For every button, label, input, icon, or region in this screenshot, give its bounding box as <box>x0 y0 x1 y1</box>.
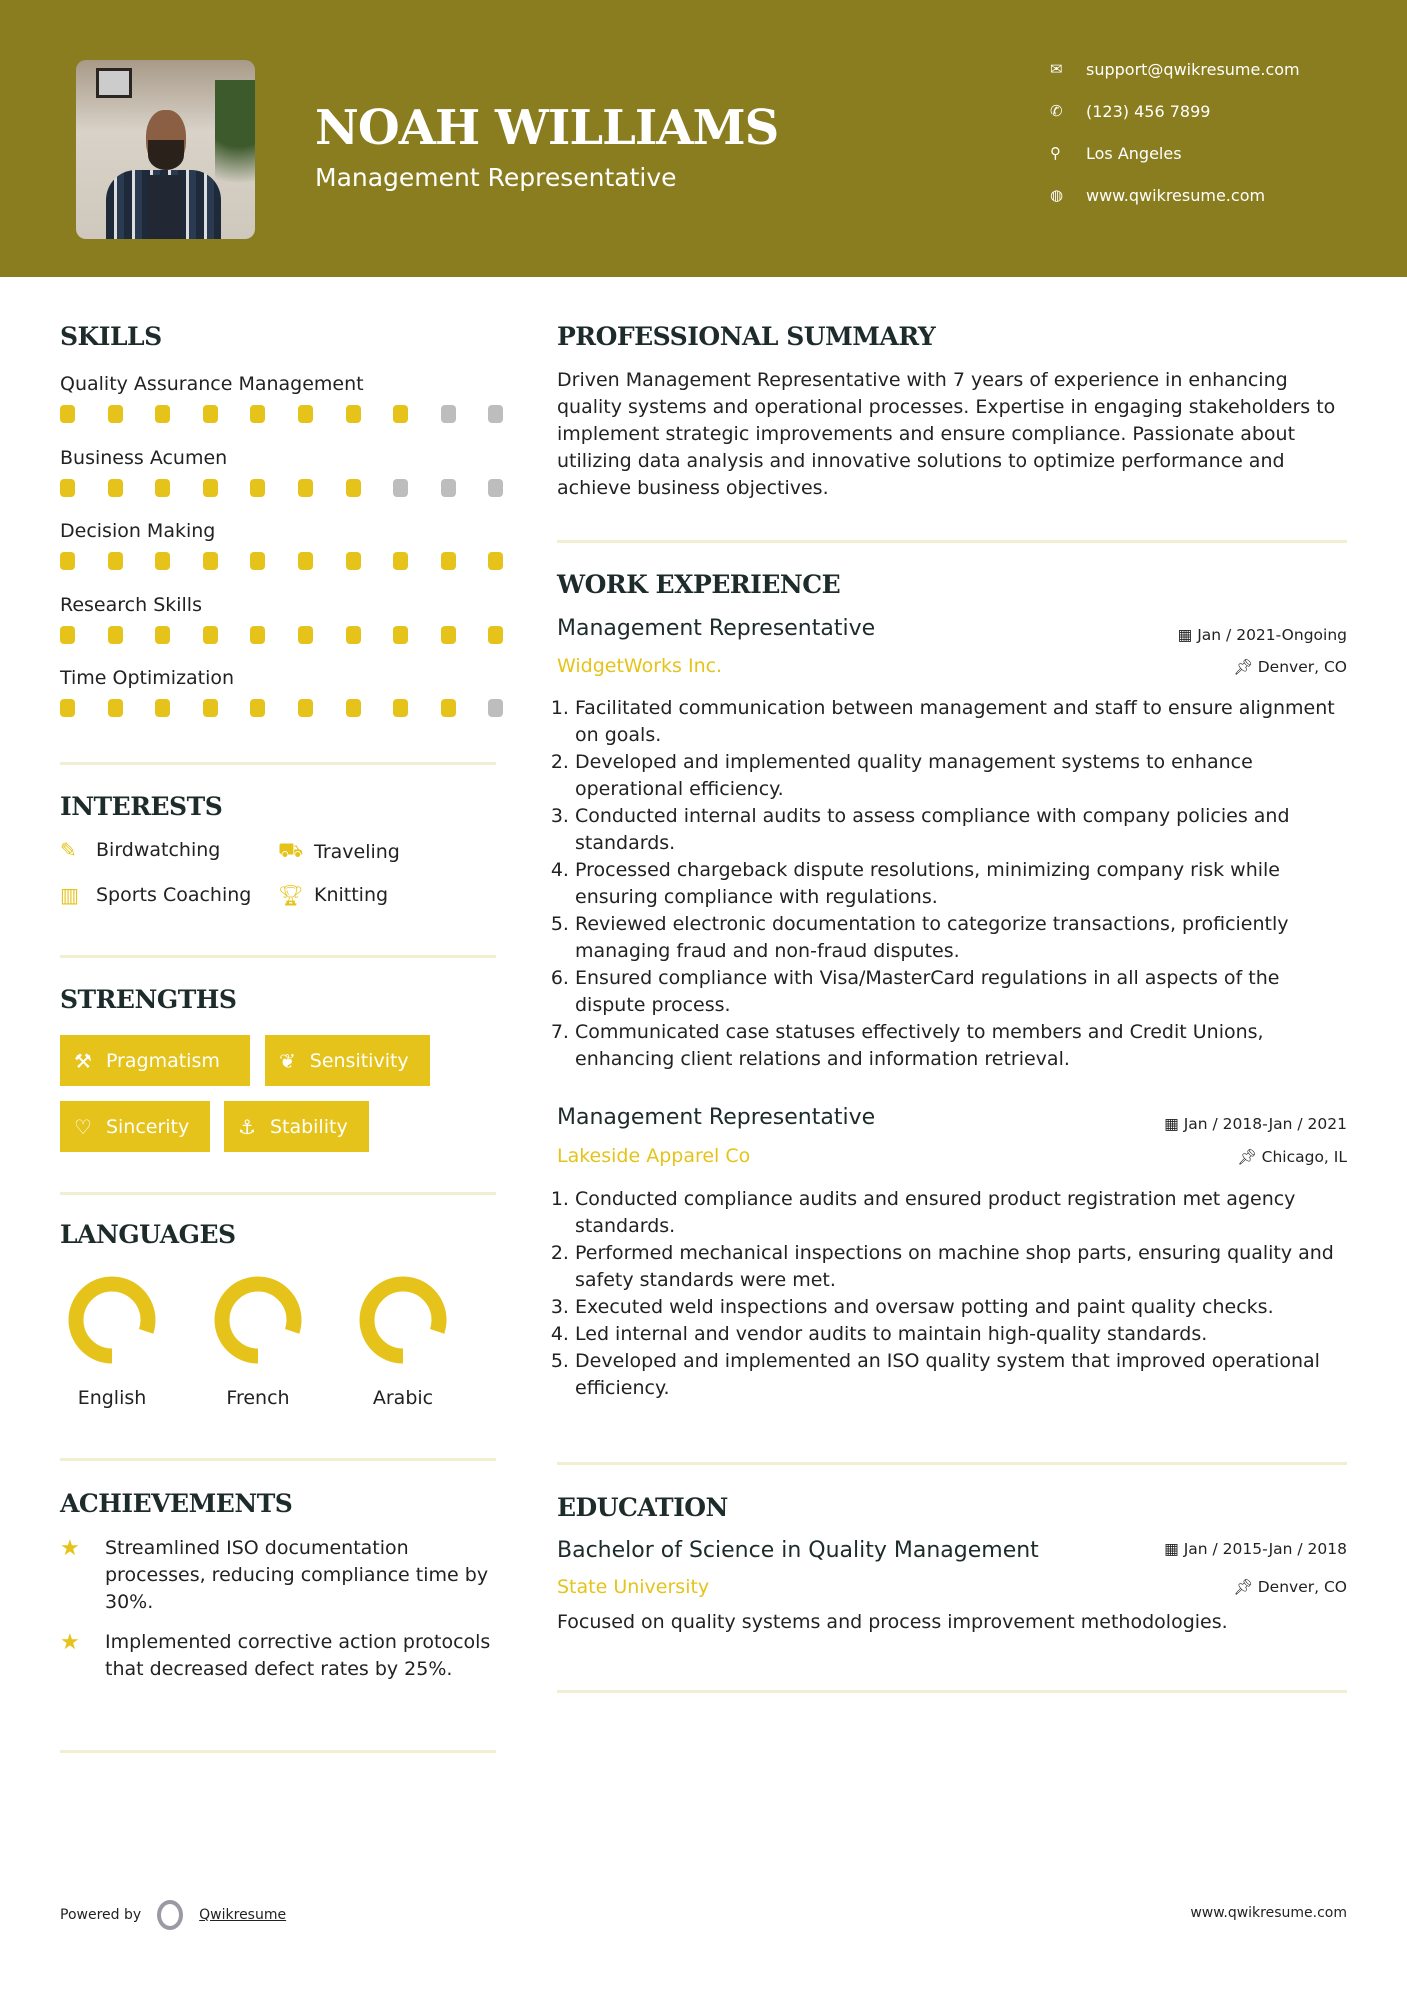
rating-dot-filled <box>155 405 170 423</box>
rating-dot-filled <box>441 699 456 717</box>
strength-label: Pragmatism <box>105 1049 220 1072</box>
language-ring-arc <box>76 1284 148 1356</box>
powered-by-text: Powered by <box>60 1907 142 1923</box>
contact-location <box>1050 141 1182 165</box>
divider <box>557 1462 1347 1465</box>
rating-dot-empty <box>393 479 408 497</box>
degree: Bachelor of Science in Quality Management <box>557 1538 1039 1563</box>
language-ring-arc <box>222 1284 294 1356</box>
education-description: Focused on quality systems and process improvement methodologies. <box>557 1611 1228 1633</box>
rating-dot-empty <box>441 479 456 497</box>
rating-dot-filled <box>60 552 75 570</box>
strength-label: Sensitivity <box>309 1049 409 1072</box>
binoculars-icon: ⛟ <box>278 838 304 862</box>
heart-icon: ♡ <box>74 1114 92 1139</box>
rating-dot-filled <box>393 626 408 644</box>
interests-heading: INTERESTS <box>60 792 223 821</box>
rating-dot-filled <box>203 626 218 644</box>
achievement-item <box>60 1629 500 1683</box>
calendar-icon: ▦ <box>1164 1540 1184 1558</box>
job-title: Management Representative <box>557 1105 876 1130</box>
achievement-item <box>60 1535 500 1616</box>
divider <box>60 1458 496 1461</box>
job-title: Management Representative <box>557 616 876 641</box>
map-marker-icon: ⚲ <box>1050 144 1061 162</box>
strength-tag <box>60 1035 250 1086</box>
job-dates <box>1178 626 1347 644</box>
rating-dot-filled <box>250 479 265 497</box>
achievement-text: Implemented corrective action protocols that decreased defect rates by 25%. <box>105 1631 491 1680</box>
rating-dot-filled <box>298 626 313 644</box>
school-name: State University <box>557 1576 710 1598</box>
rating-dot-empty <box>488 479 503 497</box>
rating-dot-filled <box>441 552 456 570</box>
job-bullets <box>557 1186 1347 1402</box>
rating-dot-filled <box>203 479 218 497</box>
pin-icon: 📌︎ <box>1233 1578 1258 1596</box>
pin-icon: 📌︎ <box>1237 1148 1262 1166</box>
language-ring <box>198 1272 318 1376</box>
rating-dot-filled <box>250 699 265 717</box>
interest-item <box>278 838 400 865</box>
rating-dot-filled <box>155 699 170 717</box>
rating-dot-filled <box>393 699 408 717</box>
language-ring <box>52 1272 172 1376</box>
rating-dot-filled <box>250 626 265 644</box>
bullet-item: 4. Led internal and vendor audits to maintain high-quality standards. <box>575 1321 1347 1348</box>
summary-text: Driven Management Representative with 7 years of experience in enhancing quality systems and operational processes. Expertise in engaging stakeholders to implement strategic improvements and ensure compliance. Passionate about utilizing data analysis and innovative solutions to optimize performance and achieve business objectives. <box>557 369 1336 499</box>
rating-dot-empty <box>488 405 503 423</box>
education-heading: EDUCATION <box>557 1493 728 1522</box>
bullet-item: 5. Developed and implemented an ISO quality system that improved operational efficiency. <box>575 1348 1347 1402</box>
globe-icon: ◍ <box>1050 186 1064 204</box>
skill-rating <box>60 552 536 570</box>
language-label: French <box>226 1387 290 1409</box>
rating-dot-filled <box>346 626 361 644</box>
job-dates <box>1164 1115 1347 1133</box>
rating-dot-filled <box>203 552 218 570</box>
company-name: WidgetWorks Inc. <box>557 655 723 677</box>
rating-dot-filled <box>203 405 218 423</box>
pin-icon: 📌︎ <box>1233 658 1258 676</box>
anchor-icon: ⚓ <box>238 1114 256 1139</box>
website-text: www.qwikresume.com <box>1086 185 1266 205</box>
job-location <box>1233 658 1347 676</box>
language-label: Arabic <box>372 1387 434 1409</box>
rating-dot-filled <box>60 626 75 644</box>
location-text: Denver, CO <box>1257 1578 1347 1596</box>
footer-powered-by <box>60 1900 286 1930</box>
phone-icon: ✆ <box>1050 102 1063 120</box>
languages-heading: LANGUAGES <box>60 1220 236 1249</box>
calendar-icon: ▦ <box>1164 1115 1184 1133</box>
suitcase-icon: ▥ <box>60 883 79 907</box>
edit-icon: ✎ <box>60 838 77 862</box>
dates-text: Jan / 2021-Ongoing <box>1197 626 1347 644</box>
candidate-title: Management Representative <box>315 163 677 192</box>
skill-rating <box>60 699 536 717</box>
gavel-icon: ⚒ <box>74 1048 92 1073</box>
envelope-icon: ✉ <box>1050 60 1063 78</box>
rating-dot-filled <box>155 479 170 497</box>
header <box>0 0 1407 277</box>
rating-dot-filled <box>108 405 123 423</box>
strengths-heading: STRENGTHS <box>60 985 237 1014</box>
divider <box>60 955 496 958</box>
language-label: English <box>77 1387 147 1409</box>
rating-dot-filled <box>393 405 408 423</box>
bullet-item: 1. Facilitated communication between management and staff to ensure alignment on goals. <box>575 695 1347 749</box>
leaf-icon: ❦ <box>279 1048 296 1073</box>
rating-dot-filled <box>298 405 313 423</box>
skill-label: Research Skills <box>60 593 202 616</box>
star-icon: ★ <box>60 1536 80 1561</box>
strength-tag <box>224 1101 369 1152</box>
skill-rating <box>60 405 536 423</box>
skill-label: Quality Assurance Management <box>60 373 364 395</box>
interest-item <box>278 883 388 907</box>
bullet-item: 2. Developed and implemented quality management systems to enhance operational efficiency. <box>575 749 1347 803</box>
rating-dot-filled <box>346 552 361 570</box>
bullet-item: 5. Reviewed electronic documentation to categorize transactions, proficiently managing fraud and non-fraud disputes. <box>575 911 1347 965</box>
divider <box>60 762 496 765</box>
qwikresume-logo-icon <box>157 1900 183 1930</box>
rating-dot-filled <box>488 626 503 644</box>
rating-dot-filled <box>346 479 361 497</box>
rating-dot-filled <box>250 552 265 570</box>
strength-label: Sincerity <box>105 1115 190 1138</box>
job-bullets <box>557 695 1347 1073</box>
education-location <box>1233 1578 1347 1596</box>
rating-dot-filled <box>60 405 75 423</box>
trophy-icon: 🏆︎ <box>278 883 304 907</box>
bullet-item: 1. Conducted compliance audits and ensured product registration met agency standards. <box>575 1186 1347 1240</box>
calendar-icon: ▦ <box>1177 626 1198 644</box>
rating-dot-filled <box>298 699 313 717</box>
rating-dot-filled <box>298 479 313 497</box>
skills-heading: SKILLS <box>60 322 162 351</box>
bullet-item: 3. Executed weld inspections and oversaw potting and paint quality checks. <box>575 1294 1347 1321</box>
star-icon: ★ <box>60 1630 80 1655</box>
interest-label: Knitting <box>314 884 389 906</box>
experience-heading: WORK EXPERIENCE <box>557 570 841 599</box>
dates-text: Jan / 2015-Jan / 2018 <box>1183 1540 1347 1558</box>
divider <box>557 1690 1347 1693</box>
rating-dot-filled <box>393 552 408 570</box>
profile-photo <box>76 60 255 239</box>
contact-website[interactable] <box>1050 183 1265 207</box>
footer-website[interactable]: www.qwikresume.com <box>1190 1905 1347 1921</box>
rating-dot-filled <box>250 405 265 423</box>
interest-label: Traveling <box>314 840 400 863</box>
dates-text: Jan / 2018-Jan / 2021 <box>1183 1115 1347 1133</box>
skill-label: Decision Making <box>60 520 216 542</box>
strength-label: Stability <box>269 1115 348 1138</box>
rating-dot-filled <box>108 479 123 497</box>
skill-label: Business Acumen <box>60 446 228 469</box>
bullet-item: 2. Performed mechanical inspections on machine shop parts, ensuring quality and safety standards were met. <box>575 1240 1347 1294</box>
rating-dot-filled <box>155 552 170 570</box>
contact-email[interactable] <box>1050 57 1300 81</box>
language-ring-arc <box>367 1284 439 1356</box>
location-text: Los Angeles <box>1086 143 1182 163</box>
rating-dot-filled <box>441 626 456 644</box>
language-ring <box>343 1272 463 1376</box>
rating-dot-filled <box>108 552 123 570</box>
candidate-name: NOAH WILLIAMS <box>315 100 779 156</box>
achievement-text: Streamlined ISO documentation processes, reducing compliance time by 30%. <box>105 1537 489 1613</box>
bullet-item: 6. Ensured compliance with Visa/MasterCard regulations in all aspects of the dispute process. <box>575 965 1347 1019</box>
rating-dot-filled <box>60 699 75 717</box>
bullet-item: 3. Conducted internal audits to assess compliance with company policies and standards. <box>575 803 1347 857</box>
summary-heading: PROFESSIONAL SUMMARY <box>557 322 936 351</box>
rating-dot-filled <box>488 552 503 570</box>
interest-item <box>60 838 220 862</box>
skill-rating <box>60 479 536 497</box>
bullet-item: 7. Communicated case statuses effectively to members and Credit Unions, enhancing client relations and information retrieval. <box>575 1019 1347 1073</box>
rating-dot-empty <box>488 699 503 717</box>
qwikresume-link[interactable]: Qwikresume <box>199 1907 287 1923</box>
achievements-heading: ACHIEVEMENTS <box>60 1489 293 1518</box>
bullet-item: 4. Processed chargeback dispute resolutions, minimizing company risk while ensuring compliance with regulations. <box>575 857 1347 911</box>
rating-dot-filled <box>108 699 123 717</box>
strength-tag <box>60 1101 210 1152</box>
rating-dot-filled <box>108 626 123 644</box>
divider <box>60 1750 496 1753</box>
company-name: Lakeside Apparel Co <box>557 1145 751 1167</box>
skill-rating <box>60 626 536 644</box>
contact-phone <box>1050 99 1210 123</box>
rating-dot-filled <box>60 479 75 497</box>
strength-tag <box>265 1035 430 1086</box>
rating-dot-filled <box>203 699 218 717</box>
location-text: Chicago, IL <box>1261 1148 1347 1166</box>
rating-dot-filled <box>346 405 361 423</box>
rating-dot-empty <box>441 405 456 423</box>
job-location <box>1237 1148 1347 1166</box>
rating-dot-filled <box>298 552 313 570</box>
rating-dot-filled <box>155 626 170 644</box>
interest-label: Sports Coaching <box>96 884 252 906</box>
interest-item <box>60 883 251 907</box>
email-text: support@qwikresume.com <box>1086 59 1300 79</box>
location-text: Denver, CO <box>1257 658 1347 676</box>
interest-label: Birdwatching <box>96 839 221 861</box>
divider <box>557 540 1347 543</box>
education-dates <box>1164 1540 1347 1558</box>
divider <box>60 1192 496 1195</box>
phone-text: (123) 456 7899 <box>1086 101 1211 121</box>
skill-label: Time Optimization <box>60 667 235 689</box>
rating-dot-filled <box>346 699 361 717</box>
